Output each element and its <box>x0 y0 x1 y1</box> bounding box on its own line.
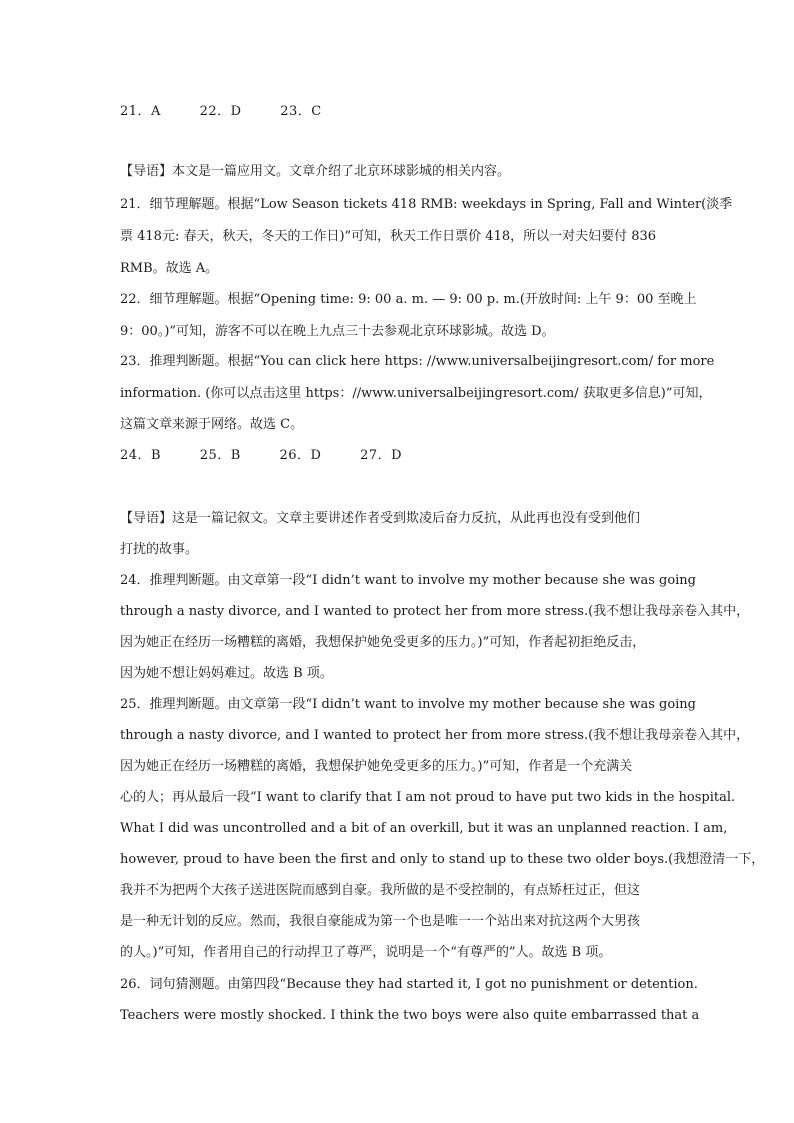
explanation-line: 因为她正在经历一场糟糕的离婚，我想保护她免受更多的压力。)”可知，作者起初拒绝反击， <box>120 635 646 650</box>
explanation-line: 21．细节理解题。根据“Low Season tickets 418 RMB: weekdays in Spring, Fall and Winter(淡季 <box>120 197 733 212</box>
explanation-line: Teachers were mostly shocked. I think the two boys were also quite embarrassed that a <box>120 1008 700 1023</box>
explanation-line: 24．推理判断题。由文章第一段“I didn’t want to involve my mother because she was going <box>120 573 696 588</box>
explanation-line: 因为她正在经历一场糟糕的离婚，我想保护她免受更多的压力。)”可知，作者是一个充满关 <box>120 759 633 774</box>
answer-25: 25．B <box>199 448 241 463</box>
explanation-line: 因为她不想让妈妈难过。故选 B 项。 <box>120 666 333 681</box>
guide-intro-2: 【导语】这是一篇记叙文。文章主要讲述作者受到欺凌后奋力反抗，从此再也没有受到他们 <box>120 511 641 526</box>
answer-24: 24．B <box>120 448 162 463</box>
guide-intro-1: 【导语】本文是一篇应用文。文章介绍了北京环球影城的相关内容。 <box>120 164 511 179</box>
explanation-line: 26．词句猜测题。由第四段“Because they had started it, I got no punishment or detention. <box>120 977 698 992</box>
explanation-line: What I did was uncontrolled and a bit of an overkill, but it was an unplanned reaction. I am, <box>120 821 728 836</box>
explanation-line: 25．推理判断题。由文章第一段“I didn’t want to involve my mother because she was going <box>120 697 696 712</box>
explanation-line: 心的人；再从最后一段“I want to clarify that I am not proud to have put two kids in the hospital. <box>120 790 736 805</box>
explanation-line: 我并不为把两个大孩子送进医院而感到自豪。我所做的是不受控制的，有点矫枉过正，但这 <box>120 883 641 898</box>
answer-22: 22．D <box>199 104 242 119</box>
explanation-line: 23．推理判断题。根据“You can click here https: //www.universalbeijingresort.com/ for more <box>120 354 715 369</box>
explanation-line: through a nasty divorce, and I wanted to protect her from more stress.(我不想让我母亲卷入其中， <box>120 604 750 619</box>
explanation-line: information. (你可以点击这里 https：//www.universalbeijingresort.com/ 获取更多信息)”可知， <box>120 386 712 401</box>
explanation-line: 9：00。)”可知，游客不可以在晚上九点三十去参观北京环球影城。故选 D。 <box>120 324 555 339</box>
explanation-line: 的人。)”可知，作者用自己的行动捍卫了尊严，说明是一个“有尊严的”人。故选 B 项。 <box>120 945 612 960</box>
answer-26: 26．D <box>279 448 322 463</box>
explanation-line: however, proud to have been the first and only to stand up to these two older boys.(我想澄清一下， <box>120 852 765 867</box>
answer-key-24-27 <box>120 446 690 466</box>
answer-23: 23．C <box>280 104 322 119</box>
explanation-line: through a nasty divorce, and I wanted to protect her from more stress.(我不想让我母亲卷入其中， <box>120 728 750 743</box>
explanation-line: RMB。故选 A。 <box>120 261 219 276</box>
explanation-line: 打扰的故事。 <box>120 542 199 557</box>
explanation-line: 票 418元: 春天，秋天，冬天的工作日)”可知，秋天工作日票价 418，所以一对夫妇要付 836 <box>120 229 657 244</box>
explanation-line: 22．细节理解题。根据“Opening time: 9: 00 a. m. — 9: 00 p. m.(开放时间: 上午 9：00 至晚上 <box>120 292 697 307</box>
answer-27: 27．D <box>360 448 403 463</box>
explanation-line: 这篇文章来源于网络。故选 C。 <box>120 417 304 432</box>
answer-21: 21．A <box>120 104 161 119</box>
answer-key-21-23 <box>120 102 690 122</box>
explanation-line: 是一种无计划的反应。然而，我很自豪能成为第一个也是唯一一个站出来对抗这两个大男孩 <box>120 914 641 929</box>
